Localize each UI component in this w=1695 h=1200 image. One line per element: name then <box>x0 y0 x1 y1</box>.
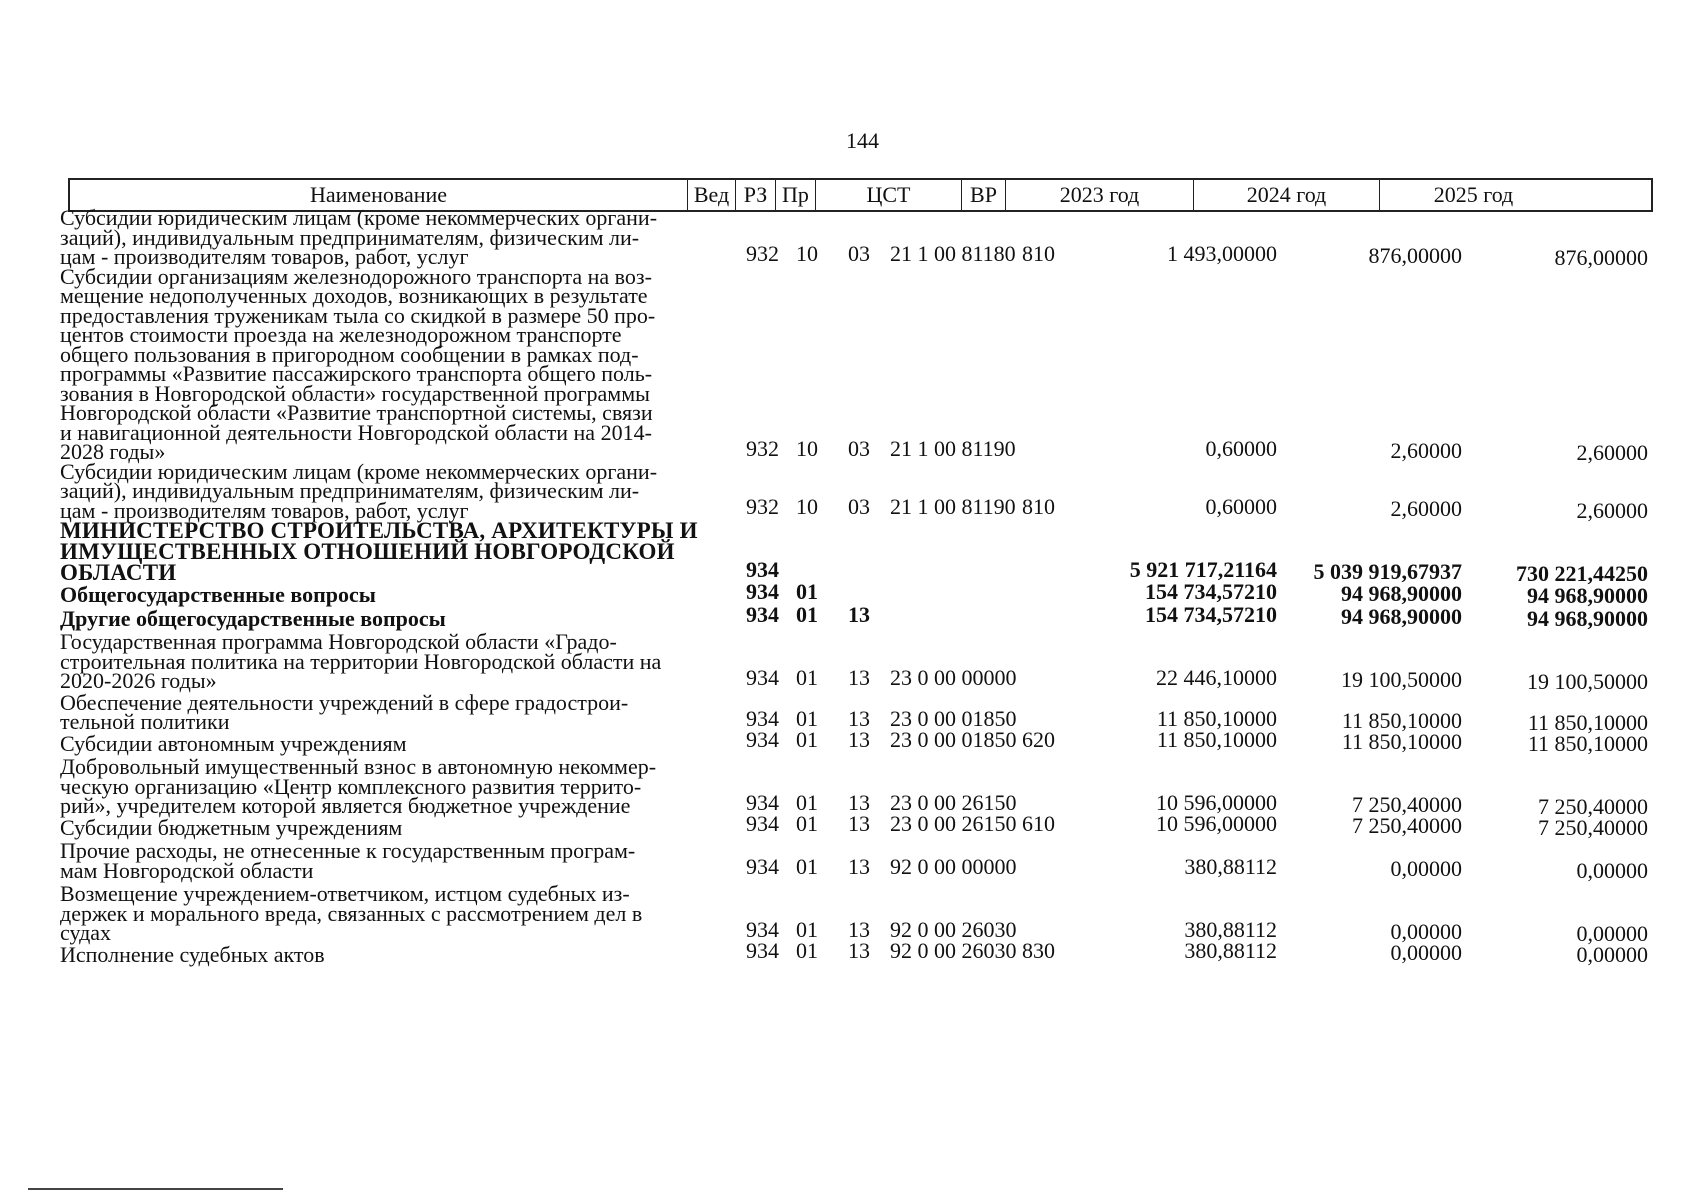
cell-rz: 10 <box>796 494 818 519</box>
column-header-vr: ВР <box>962 180 1006 210</box>
table-row <box>60 458 1660 523</box>
table-row <box>60 881 1660 946</box>
cell-ved: 932 <box>746 435 779 461</box>
cell-2023: 380,88112 <box>1184 854 1277 879</box>
cell-2023: 11 850,10000 <box>1156 705 1277 731</box>
row-name-line: программы «Развитие пассажирского транспорта общего поль- <box>60 361 653 386</box>
table-row <box>60 838 1660 883</box>
table-row <box>60 811 1660 840</box>
row-name <box>60 881 742 945</box>
row-name-line: рий», учредителем которой является бюджетное учреждение <box>60 793 631 818</box>
cell-ved: 934 <box>746 664 779 690</box>
cell-ved: 934 <box>746 602 779 627</box>
cell-rz: 01 <box>796 854 818 879</box>
row-name-line: 2020-2026 годы» <box>60 668 217 693</box>
cell-2023: 11 850,10000 <box>1156 727 1277 752</box>
cell-2023: 154 734,57210 <box>1145 578 1277 604</box>
cell-ved: 932 <box>746 240 779 266</box>
cell-2023: 380,88112 <box>1184 938 1277 963</box>
cell-2024: 19 100,50000 <box>1341 666 1462 692</box>
cell-ved: 934 <box>746 916 779 942</box>
cell-cst: 21 1 00 81190 <box>890 494 1016 519</box>
row-name-line: Новгородской области «Развитие транспортной системы, связи <box>60 400 653 425</box>
cell-vr: 610 <box>1022 811 1055 836</box>
row-name-line: мещение недополученных доходов, возникающих в результате <box>60 283 648 308</box>
cell-2025: 7 250,40000 <box>1538 815 1648 840</box>
cell-2023: 154 734,57210 <box>1145 602 1277 627</box>
cell-2025: 0,00000 <box>1576 858 1648 883</box>
cell-2023: 10 596,00000 <box>1156 811 1277 836</box>
cell-2025: 730 221,44250 <box>1516 561 1648 586</box>
cell-rz: 01 <box>796 916 818 942</box>
cell-2025: 19 100,50000 <box>1527 668 1648 694</box>
budget-table-body <box>60 205 1660 967</box>
cell-2025: 94 968,90000 <box>1527 582 1648 608</box>
column-header-2023: 2023 год <box>1006 180 1194 210</box>
cell-cst: 21 1 00 81180 <box>890 240 1016 266</box>
column-header-rz: РЗ <box>736 180 776 210</box>
cell-vr: 830 <box>1022 938 1055 963</box>
cell-2024: 0,00000 <box>1390 856 1462 881</box>
cell-rz: 10 <box>796 435 818 461</box>
column-header-name: Наименование <box>70 180 688 210</box>
footer-rule <box>28 1188 283 1190</box>
cell-2023: 0,60000 <box>1205 494 1277 519</box>
row-name-line: Субсидии автономным учреждениям <box>60 730 407 756</box>
row-name-line: ИМУЩЕСТВЕННЫХ ОТНОШЕНИЙ НОВГОРОДСКОЙ <box>60 539 675 564</box>
cell-pr: 03 <box>848 240 870 266</box>
row-name-line: Добровольный имущественный взнос в автономную некоммер- <box>60 754 657 779</box>
row-name-line: и навигационной деятельности Новгородской области на 2014- <box>60 419 652 445</box>
cell-2025: 94 968,90000 <box>1527 606 1648 631</box>
cell-2023: 10 596,00000 <box>1156 789 1277 815</box>
row-name-line: Прочие расходы, не отнесенные к государственным програм- <box>60 838 636 863</box>
cell-ved: 934 <box>746 557 779 582</box>
row-name-line: Общегосударственные вопросы <box>60 582 376 607</box>
table-row <box>60 263 1660 465</box>
table-row <box>60 629 1660 694</box>
cell-cst: 23 0 00 01850 <box>890 705 1017 731</box>
row-name-line: Исполнение судебных актов <box>60 941 325 967</box>
cell-rz: 01 <box>796 578 818 604</box>
table-row <box>60 602 1660 631</box>
row-name-line: держек и морального вреда, связанных с рассмотрением дел в <box>60 900 643 926</box>
cell-2024: 7 250,40000 <box>1352 791 1462 817</box>
cell-rz: 01 <box>796 705 818 731</box>
cell-cst: 92 0 00 26030 <box>890 916 1017 942</box>
cell-2025: 11 850,10000 <box>1527 709 1648 735</box>
row-name-line: Субсидии организациям железнодорожного транспорта на воз- <box>60 263 652 289</box>
row-name-line: ческую организацию «Центр комплексного развития террито- <box>60 773 642 799</box>
row-name-line: судах <box>60 920 112 945</box>
column-header-cst: ЦСТ <box>816 180 962 210</box>
cell-ved: 934 <box>746 811 779 836</box>
cell-cst: 23 0 00 00000 <box>890 664 1017 690</box>
cell-rz: 01 <box>796 727 818 752</box>
row-name-line: строительная политика на территории Новгородской области на <box>60 648 662 674</box>
cell-cst: 23 0 00 26150 <box>890 789 1017 815</box>
cell-2025: 0,00000 <box>1576 920 1648 946</box>
row-name <box>60 582 742 607</box>
row-name-line: мам Новгородской области <box>60 857 314 883</box>
row-name <box>60 629 742 693</box>
row-name <box>60 730 742 756</box>
row-name-line: предоставления труженикам тыла со скидкой в размере 50 про- <box>60 302 656 328</box>
cell-2024: 2,60000 <box>1390 437 1462 463</box>
cell-ved: 934 <box>746 727 779 752</box>
cell-ved: 934 <box>746 578 779 604</box>
cell-pr: 03 <box>848 435 870 461</box>
row-name <box>60 458 742 523</box>
table-row <box>60 754 1660 819</box>
row-name-line: МИНИСТЕРСТВО СТРОИТЕЛЬСТВА, АРХИТЕКТУРЫ И <box>60 518 698 543</box>
row-name-line: Субсидии юридическим лицам (кроме некоммерческих органи- <box>60 458 658 484</box>
page-number: 144 <box>846 128 879 153</box>
cell-2024: 7 250,40000 <box>1352 813 1462 838</box>
cell-2024: 11 850,10000 <box>1341 729 1462 754</box>
cell-rz: 01 <box>796 664 818 690</box>
cell-2024: 2,60000 <box>1390 496 1462 521</box>
cell-2024: 876,00000 <box>1368 242 1462 268</box>
row-name-line: Другие общегосударственные вопросы <box>60 605 446 631</box>
cell-ved: 932 <box>746 494 779 519</box>
row-name-line: тельной политики <box>60 709 230 734</box>
column-header-pr: Пр <box>776 180 816 210</box>
cell-pr: 13 <box>848 705 870 731</box>
cell-cst: 92 0 00 26030 <box>890 938 1017 963</box>
column-header-ved: Вед <box>688 180 736 210</box>
table-row <box>60 938 1660 967</box>
row-name-line: Обеспечение деятельности учреждений в сфере градострои- <box>60 689 629 715</box>
cell-2025: 2,60000 <box>1576 498 1648 523</box>
cell-ved: 934 <box>746 938 779 963</box>
row-name-line: заций), индивидуальным предпринимателям, физическим ли- <box>60 224 640 250</box>
row-name-line: Субсидии юридическим лицам (кроме некоммерческих органи- <box>60 205 658 230</box>
cell-ved: 934 <box>746 705 779 731</box>
cell-ved: 934 <box>746 789 779 815</box>
cell-cst: 23 0 00 01850 <box>890 727 1017 752</box>
row-name-line: зования в Новгородской области» государственной программы <box>60 380 650 406</box>
row-name <box>60 754 742 818</box>
table-row <box>60 727 1660 756</box>
cell-pr: 13 <box>848 854 870 879</box>
row-name <box>60 605 742 631</box>
cell-pr: 13 <box>848 811 870 836</box>
cell-2025: 2,60000 <box>1576 439 1648 465</box>
cell-cst: 23 0 00 26150 <box>890 811 1017 836</box>
column-header-2025: 2025 год <box>1433 182 1514 207</box>
cell-2025: 0,00000 <box>1576 942 1648 967</box>
cell-2024: 0,00000 <box>1390 918 1462 944</box>
row-name <box>60 263 742 464</box>
table-row <box>60 205 1660 270</box>
row-name-line: Возмещение учреждением-ответчиком, истцом судебных из- <box>60 881 630 906</box>
cell-pr: 13 <box>848 602 870 627</box>
cell-cst: 92 0 00 00000 <box>890 854 1017 879</box>
row-name <box>60 838 742 883</box>
cell-vr: 620 <box>1022 727 1055 752</box>
cell-ved: 934 <box>746 854 779 879</box>
row-name <box>60 689 742 734</box>
cell-2024: 11 850,10000 <box>1341 707 1462 733</box>
row-name-line: общего пользования в пригородном сообщении в рамках под- <box>60 341 639 367</box>
cell-2024: 0,00000 <box>1390 940 1462 965</box>
cell-rz: 01 <box>796 938 818 963</box>
cell-2025: 876,00000 <box>1554 244 1648 270</box>
row-name-line: цам - производителям товаров, работ, услуг <box>60 497 469 523</box>
row-name <box>60 520 742 583</box>
cell-rz: 01 <box>796 602 818 627</box>
column-header-2024: 2024 год <box>1194 180 1380 210</box>
row-name <box>60 814 742 840</box>
cell-vr: 810 <box>1022 240 1055 266</box>
cell-2023: 380,88112 <box>1184 916 1277 942</box>
table-row <box>60 518 1660 586</box>
row-name-line: Субсидии бюджетным учреждениям <box>60 814 403 840</box>
cell-2023: 1 493,00000 <box>1167 240 1277 266</box>
row-name-line: центов стоимости проезда на железнодорожном транспорте <box>60 322 622 347</box>
cell-cst: 21 1 00 81190 <box>890 435 1016 461</box>
cell-pr: 13 <box>848 727 870 752</box>
cell-pr: 03 <box>848 494 870 519</box>
row-name-line: Государственная программа Новгородской области «Градо- <box>60 629 617 654</box>
cell-pr: 13 <box>848 938 870 963</box>
cell-vr: 810 <box>1022 494 1055 519</box>
cell-pr: 13 <box>848 789 870 815</box>
cell-2025: 11 850,10000 <box>1527 731 1648 756</box>
cell-2023: 5 921 717,21164 <box>1129 557 1277 582</box>
cell-rz: 01 <box>796 789 818 815</box>
cell-pr: 13 <box>848 916 870 942</box>
cell-2023: 22 446,10000 <box>1156 664 1277 690</box>
row-name <box>60 941 742 967</box>
cell-pr: 13 <box>848 664 870 690</box>
row-name <box>60 205 742 269</box>
row-name-line: ОБЛАСТИ <box>60 560 177 585</box>
cell-2024: 5 039 919,67937 <box>1313 559 1462 584</box>
cell-2024: 94 968,90000 <box>1341 604 1462 629</box>
cell-2025: 7 250,40000 <box>1538 793 1648 819</box>
table-row <box>60 689 1660 735</box>
cell-rz: 10 <box>796 240 818 266</box>
row-name-line: заций), индивидуальным предпринимателям, физическим ли- <box>60 478 640 503</box>
cell-rz: 01 <box>796 811 818 836</box>
row-name-line: цам - производителям товаров, работ, услуг <box>60 244 469 269</box>
row-name-line: 2028 годы» <box>60 439 166 464</box>
cell-2023: 0,60000 <box>1205 435 1277 461</box>
cell-2024: 94 968,90000 <box>1341 580 1462 606</box>
